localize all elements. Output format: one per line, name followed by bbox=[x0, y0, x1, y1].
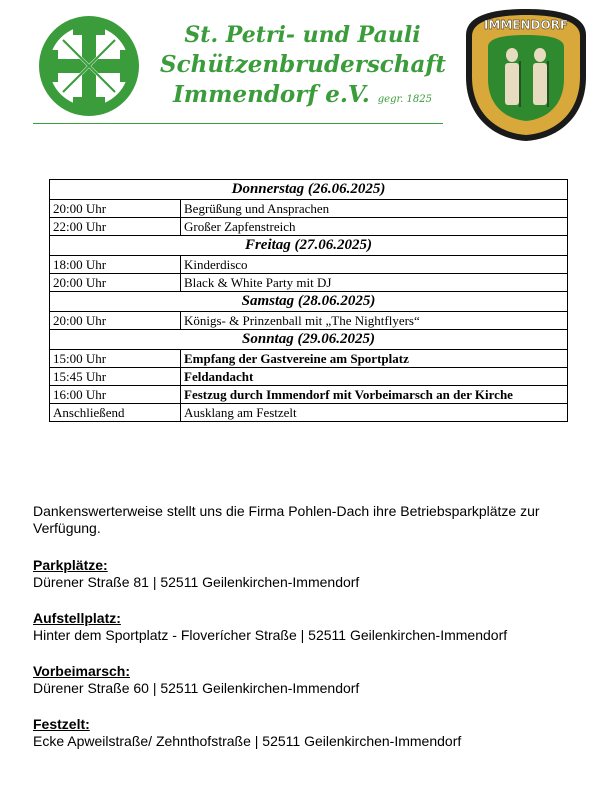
schedule-table bbox=[49, 179, 568, 422]
schedule-row bbox=[50, 404, 568, 422]
cross-logo-icon bbox=[33, 12, 145, 120]
location-heading: Festzelt: bbox=[33, 716, 90, 732]
emblem-title: IMMENDORF bbox=[483, 18, 569, 32]
header-divider bbox=[33, 123, 443, 124]
schedule-row bbox=[50, 274, 568, 292]
location-block bbox=[33, 663, 593, 697]
association-title bbox=[160, 20, 445, 115]
info-section bbox=[33, 503, 593, 769]
day-heading: Sonntag (29.06.2025) bbox=[50, 330, 568, 350]
schedule-row bbox=[50, 312, 568, 330]
location-heading: Vorbeimarsch: bbox=[33, 663, 130, 679]
event-time: 16:00 Uhr bbox=[50, 386, 181, 404]
location-block bbox=[33, 557, 593, 591]
intro-text: Dankenswerterweise stellt uns die Firma Pohlen-Dach ihre Betriebsparkplätze zur Verfügung. bbox=[33, 503, 540, 536]
founded-note: gegr. 1825 bbox=[377, 94, 432, 105]
day-heading: Samstag (28.06.2025) bbox=[50, 292, 568, 312]
location-block bbox=[33, 610, 593, 644]
event-description: Empfang der Gastvereine am Sportplatz bbox=[181, 350, 568, 368]
location-address: Dürener Straße 81 | 52511 Geilenkirchen-Immendorf bbox=[33, 574, 360, 590]
event-description: Großer Zapfenstreich bbox=[181, 218, 568, 236]
location-heading: Aufstellplatz: bbox=[33, 610, 121, 626]
event-description: Begrüßung und Ansprachen bbox=[181, 200, 568, 218]
letterhead bbox=[0, 0, 606, 150]
location-address: Hinter dem Sportplatz - Floverícher Straße | 52511 Geilenkirchen-Immendorf bbox=[33, 627, 508, 643]
location-heading: Parkplätze: bbox=[33, 557, 108, 573]
event-description: Feldandacht bbox=[181, 368, 568, 386]
event-time: 15:45 Uhr bbox=[50, 368, 181, 386]
schedule-row bbox=[50, 350, 568, 368]
location-address: Ecke Apweilstraße/ Zehnthofstraße | 52511 Geilenkirchen-Immendorf bbox=[33, 733, 462, 749]
event-time: Anschließend bbox=[50, 404, 181, 422]
event-time: 22:00 Uhr bbox=[50, 218, 181, 236]
schedule-row bbox=[50, 218, 568, 236]
title-line-2: Schützenbruderschaft bbox=[160, 51, 446, 78]
schedule-row bbox=[50, 368, 568, 386]
shield-emblem-icon bbox=[460, 5, 592, 145]
event-time: 20:00 Uhr bbox=[50, 200, 181, 218]
event-description: Festzug durch Immendorf mit Vorbeimarsch an der Kirche bbox=[181, 386, 568, 404]
event-description: Ausklang am Festzelt bbox=[181, 404, 568, 422]
event-time: 20:00 Uhr bbox=[50, 312, 181, 330]
schedule-row bbox=[50, 386, 568, 404]
day-heading: Donnerstag (26.06.2025) bbox=[50, 180, 568, 200]
title-line-3: Immendorf e.V. bbox=[173, 81, 370, 108]
title-line-1: St. Petri- und Pauli bbox=[184, 22, 421, 48]
event-description: Black & White Party mit DJ bbox=[181, 274, 568, 292]
location-address: Dürener Straße 60 | 52511 Geilenkirchen-Immendorf bbox=[33, 680, 360, 696]
event-time: 15:00 Uhr bbox=[50, 350, 181, 368]
event-description: Königs- & Prinzenball mit „The Nightflyers“ bbox=[181, 312, 568, 330]
event-description: Kinderdisco bbox=[181, 256, 568, 274]
location-block bbox=[33, 716, 593, 750]
schedule-row bbox=[50, 256, 568, 274]
day-heading: Freitag (27.06.2025) bbox=[50, 236, 568, 256]
event-time: 20:00 Uhr bbox=[50, 274, 181, 292]
schedule-row bbox=[50, 200, 568, 218]
event-time: 18:00 Uhr bbox=[50, 256, 181, 274]
